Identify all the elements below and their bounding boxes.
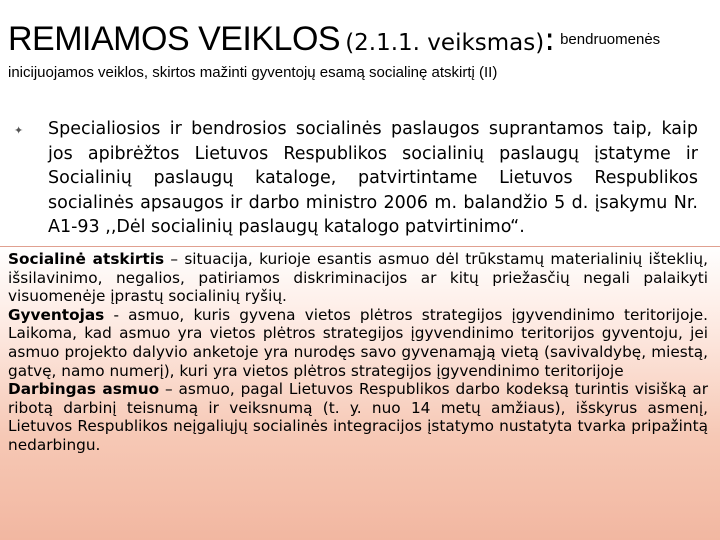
definition-text: – asmuo, pagal Lietuvos Respublikos darbo kodeksą turintis visišką ar ribotą darbinį teisnumą ir veiksnumą (t. y. nuo 14 metų amžiaus), išskyrus asmenį, Lietuvos Respublikos neįgaliųjų socialinės integracijos įstatymo nustatyta tvarka pripažintą nedarbingu. (8, 380, 708, 454)
title-main: REMIAMOS VEIKLOS (8, 20, 341, 58)
definition-text: - asmuo, kuris gyvena vietos plėtros strategijos įgyvendinimo teritorijoje. Laikoma, kad asmuo yra vietos plėtros strategijos įgyvendinimo teritorijos gyventoju, jei asmuo projekto dalyvio anketoje yra nurodęs savo gyvenamąją vietą (savivaldybę, miestą, gatvę, namo numerį), kuri yra vietos plėtros strategijos įgyvendinimo teritorijoje (8, 305, 708, 380)
slide-title (8, 22, 720, 56)
title-colon: : (544, 20, 555, 58)
definition-resident (8, 306, 708, 380)
definitions-list (8, 250, 708, 455)
definition-text: – situacija, kurioje esantis asmuo dėl trūkstamų materialinių išteklių, išsilavinimo, negalios, patiriamos diskriminacijos ar kitų priežasčių negali palaikyti visuomenėje įprastų socialinių ryšių. (8, 250, 708, 306)
definition-term: Darbingas asmuo (8, 380, 160, 399)
definition-term: Socialinė atskirtis (8, 250, 165, 268)
definitions-box-border (0, 246, 720, 247)
definition-term: Gyventojas (8, 305, 105, 324)
title-action: (2.1.1. veiksmas) (345, 30, 545, 56)
definition-social-exclusion (8, 250, 708, 306)
slide-subtitle: inicijuojamos veiklos, skirtos mažinti gyventojų esamą socialinę atskirtį (II) (8, 64, 498, 81)
bullet-paragraph: Specialiosios ir bendrosios socialinės paslaugos suprantamos taip, kaip jos apibrėžtos Lietuvos Respublikos socialinių paslaugų įstatyme ir Socialinių paslaugų kataloge, patvirtintame Lietuvos Respublikos socialinės apsaugos ir darbo ministro 2006 m. balandžio 5 d. įsakymu Nr. A1-93 ,,Dėl socialinių paslaugų katalogo patvirtinimo“. (48, 119, 698, 237)
bullet-icon: ✦ (14, 124, 24, 137)
title-continuation: bendruomenės (560, 31, 661, 48)
definition-able-bodied (8, 380, 708, 454)
